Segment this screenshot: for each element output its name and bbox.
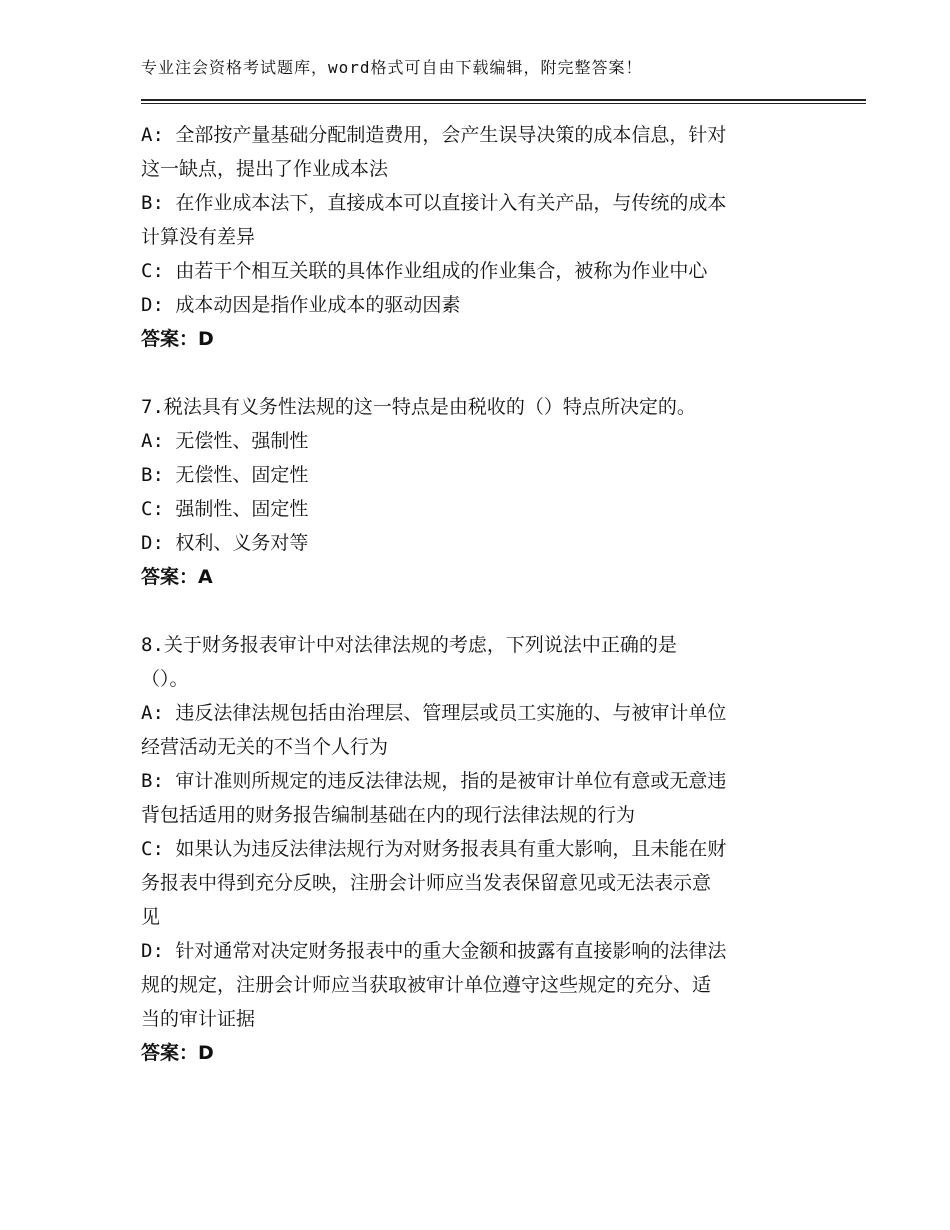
- q8-option-b: [141, 764, 811, 832]
- q7-stem-line-1: 7.税法具有义务性法规的这一特点是由税收的（）特点所决定的。: [141, 396, 696, 418]
- q7-answer: 答案：A: [141, 566, 213, 588]
- q8-option-b-line-2: 背包括适用的财务报告编制基础在内的现行法律法规的行为: [141, 804, 636, 826]
- q8-option-d-line-2: 规的规定，注册会计师应当获取被审计单位遵守这些规定的充分、适: [141, 974, 712, 996]
- q8-option-b-line-1: B: 审计准则所规定的违反法律法规，指的是被审计单位有意或无意违: [141, 770, 727, 792]
- q7-option-d: D: 权利、义务对等: [141, 532, 309, 554]
- header-rule-thin: [141, 103, 866, 104]
- q6-option-b: [141, 186, 811, 254]
- q6-option-b-line-1: B: 在作业成本法下，直接成本可以直接计入有关产品，与传统的成本: [141, 192, 727, 214]
- q8-option-c-line-1: C: 如果认为违反法律法规行为对财务报表具有重大影响，且未能在财: [141, 838, 727, 860]
- header-rule-thick: [141, 99, 866, 101]
- q7-option-b: B: 无偿性、固定性: [141, 464, 309, 486]
- q6-option-d-line-1: D: 成本动因是指作业成本的驱动因素: [141, 294, 461, 316]
- q8-option-d: [141, 934, 811, 1036]
- q7-option-a: A: 无偿性、强制性: [141, 430, 309, 452]
- q6-option-c-line-1: C: 由若干个相互关联的具体作业组成的作业集合，被称为作业中心: [141, 260, 708, 282]
- q8-option-a-line-2: 经营活动无关的不当个人行为: [141, 736, 389, 758]
- q6-option-b-line-2: 计算没有差异: [141, 226, 256, 248]
- q8-option-c-line-3: 见: [141, 906, 161, 928]
- q8-stem-line-2: （）。: [141, 668, 189, 690]
- q8-answer: 答案：D: [141, 1042, 214, 1064]
- q8-stem-line-1: 8.关于财务报表审计中对法律法规的考虑，下列说法中正确的是: [141, 634, 677, 656]
- q6-option-a-line-2: 这一缺点，提出了作业成本法: [141, 158, 389, 180]
- q6-option-a-line-1: A: 全部按产量基础分配制造费用，会产生误导决策的成本信息，针对: [141, 124, 727, 146]
- q8-option-c-line-2: 务报表中得到充分反映，注册会计师应当发表保留意见或无法表示意: [141, 872, 712, 894]
- q8-option-a: [141, 696, 811, 764]
- q6-option-a: [141, 118, 811, 186]
- q7-option-c: C: 强制性、固定性: [141, 498, 309, 520]
- q8-option-d-line-3: 当的审计证据: [141, 1008, 256, 1030]
- question-content: [141, 118, 811, 1070]
- q8-option-d-line-1: D: 针对通常对决定财务报表中的重大金额和披露有直接影响的法律法: [141, 940, 727, 962]
- q7-stem: [141, 390, 811, 424]
- q8-option-c: [141, 832, 811, 934]
- q6-option-c: [141, 254, 811, 288]
- spacer: [141, 594, 811, 628]
- spacer: [141, 356, 811, 390]
- q6-option-d: [141, 288, 811, 322]
- page-header: 专业注会资格考试题库，word格式可自由下载编辑，附完整答案！: [141, 58, 643, 77]
- q8-stem: [141, 628, 811, 696]
- q6-answer: 答案：D: [141, 328, 214, 350]
- q8-option-a-line-1: A: 违反法律法规包括由治理层、管理层或员工实施的、与被审计单位: [141, 702, 727, 724]
